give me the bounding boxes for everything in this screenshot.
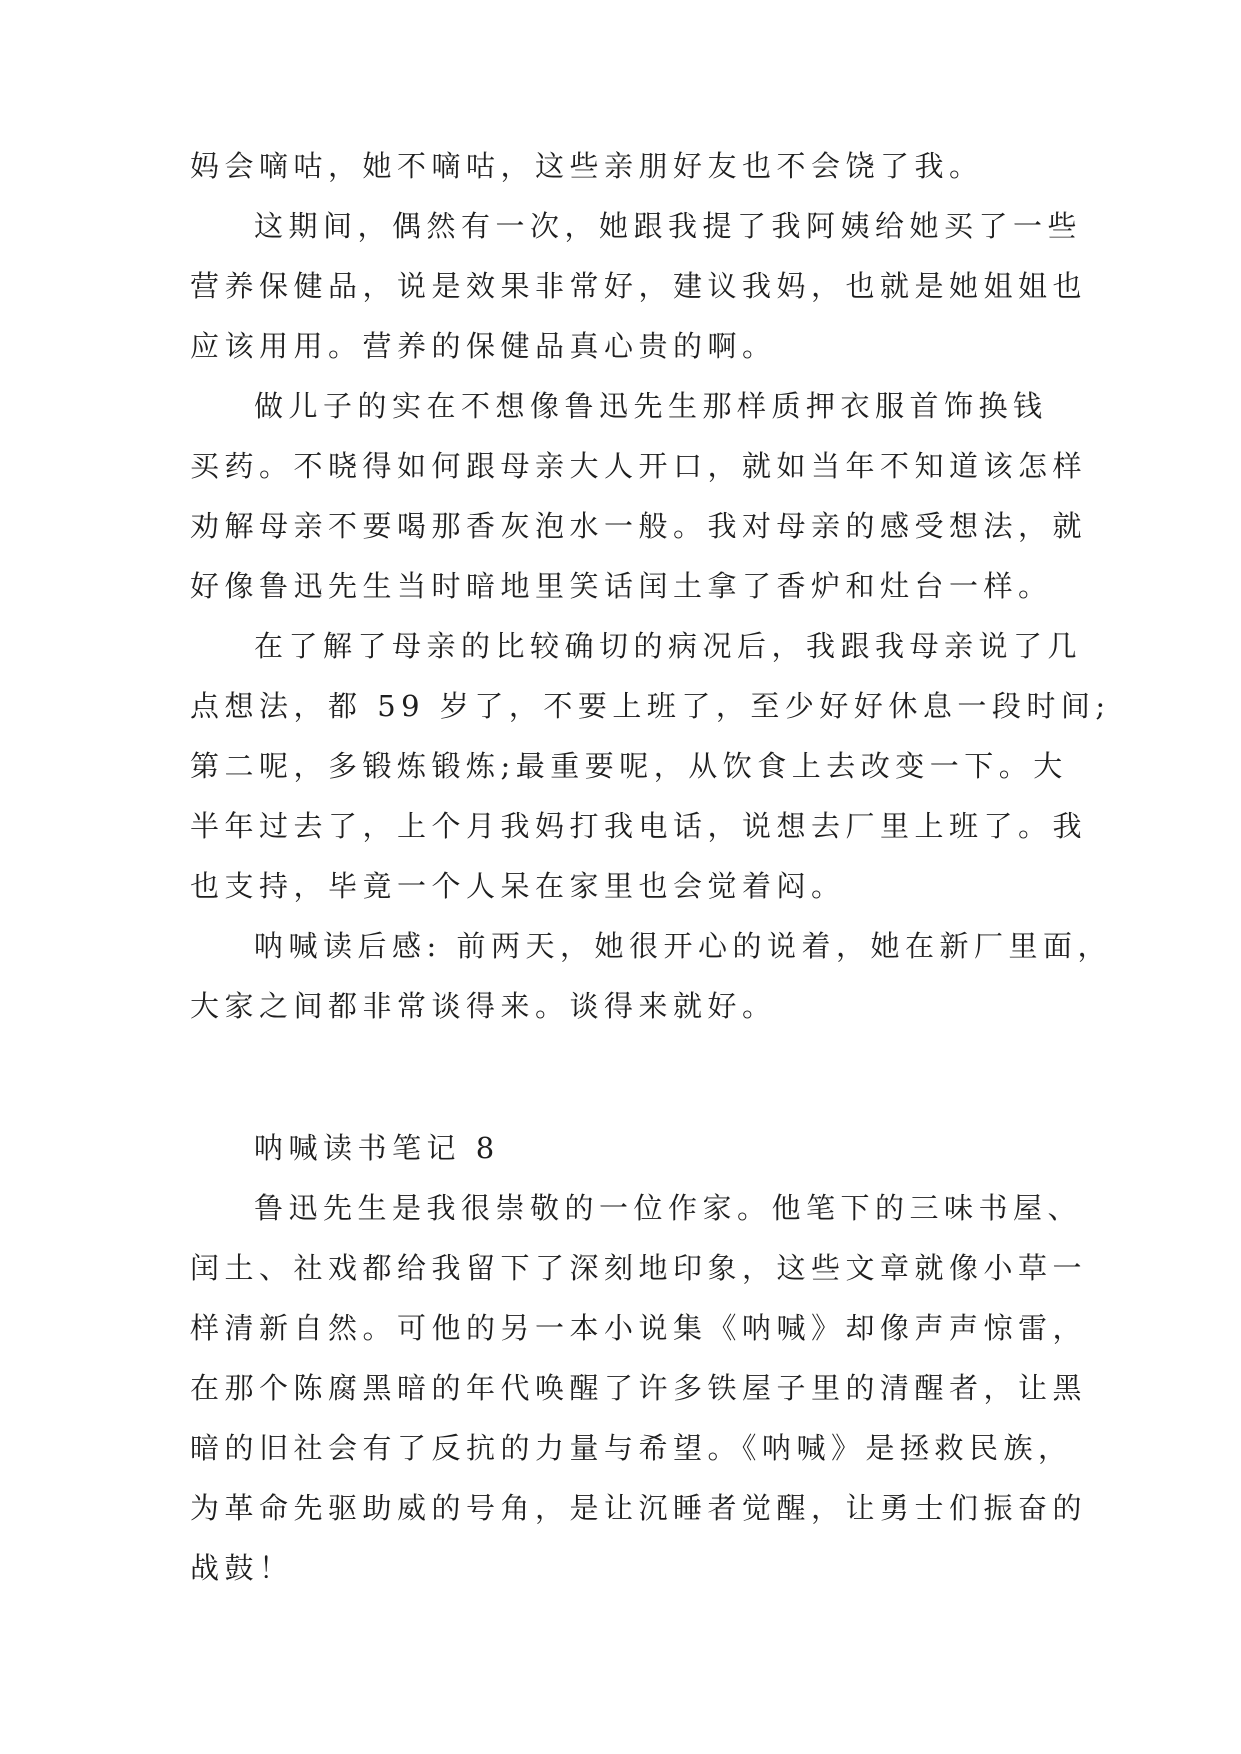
- section-paragraph-line-2: 闰土、社戏都给我留下了深刻地印象，这些文章就像小草一: [190, 1251, 1088, 1285]
- paragraph-3-line-4: 半年过去了，上个月我妈打我电话，说想去厂里上班了。我: [190, 809, 1088, 843]
- paragraph-2-line-3: 劝解母亲不要喝那香灰泡水一般。我对母亲的感受想法，就: [190, 509, 1088, 543]
- section-paragraph-line-1: 鲁迅先生是我很崇敬的一位作家。他笔下的三味书屋、: [254, 1191, 1083, 1225]
- paragraph-3-line-3: 第二呢，多锻炼锻炼;最重要呢，从饮食上去改变一下。大: [190, 749, 1068, 783]
- section-paragraph-line-3: 样清新自然。可他的另一本小说集《呐喊》却像声声惊雷，: [190, 1311, 1088, 1345]
- paragraph-3-line-2: 点想法，都 59 岁了，不要上班了，至少好好休息一段时间;: [190, 689, 1111, 723]
- document-body-section-8: [190, 1118, 1088, 1598]
- paragraph-2-line-4: 好像鲁迅先生当时暗地里笑话闰土拿了香炉和灶台一样。: [190, 569, 1053, 603]
- paragraph-3-line-5: 也支持，毕竟一个人呆在家里也会觉着闷。: [190, 869, 846, 903]
- section-paragraph-line-7: 战鼓！: [190, 1551, 294, 1585]
- paragraph-1-line-3: 应该用用。营养的保健品真心贵的啊。: [190, 329, 777, 363]
- continuation-line: 妈会嘀咕，她不嘀咕，这些亲朋好友也不会饶了我。: [190, 149, 984, 183]
- document-body-top: [190, 136, 1112, 1036]
- paragraph-2-line-2: 买药。不晓得如何跟母亲大人开口，就如当年不知道该怎样: [190, 449, 1088, 483]
- paragraph-1-line-2: 营养保健品，说是效果非常好，建议我妈，也就是她姐姐也: [190, 269, 1088, 303]
- paragraph-4-line-2: 大家之间都非常谈得来。谈得来就好。: [190, 989, 777, 1023]
- paragraph-1-line-1: 这期间，偶然有一次，她跟我提了我阿姨给她买了一些: [254, 209, 1083, 243]
- paragraph-3-line-1: 在了解了母亲的比较确切的病况后，我跟我母亲说了几: [254, 629, 1083, 663]
- section-paragraph-line-5: 暗的旧社会有了反抗的力量与希望。《呐喊》是拯救民族，: [190, 1431, 1073, 1465]
- section-paragraph-line-4: 在那个陈腐黑暗的年代唤醒了许多铁屋子里的清醒者，让黑: [190, 1371, 1088, 1405]
- section-paragraph-line-6: 为革命先驱助威的号角，是让沉睡者觉醒，让勇士们振奋的: [190, 1491, 1088, 1525]
- paragraph-2-line-1: 做儿子的实在不想像鲁迅先生那样质押衣服首饰换钱: [254, 389, 1048, 423]
- section-title: 呐喊读书笔记 8: [254, 1131, 500, 1165]
- paragraph-4-line-1: 呐喊读后感: 前两天，她很开心的说着，她在新厂里面，: [254, 929, 1112, 963]
